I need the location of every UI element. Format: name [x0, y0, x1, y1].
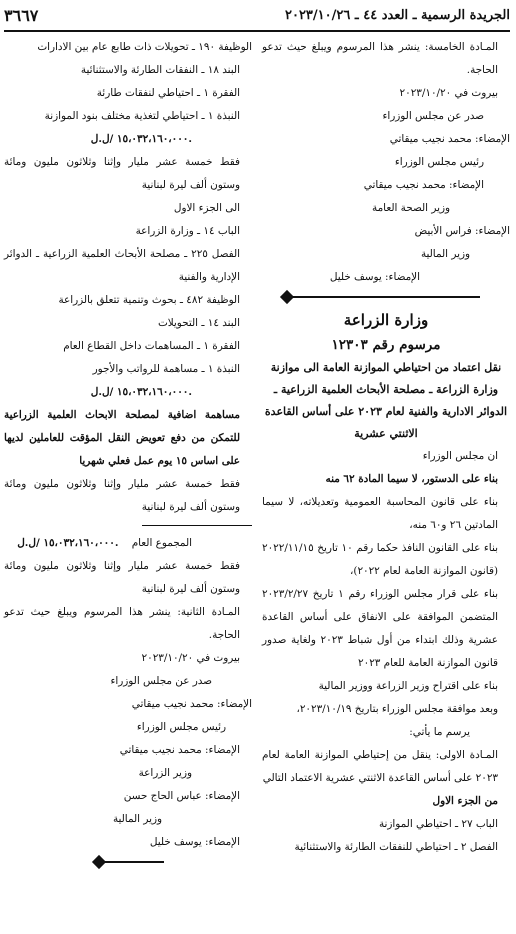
section-divider — [262, 291, 510, 303]
subsection-1b: النبذة ١ ـ مساهمة للرواتب والأجور — [92, 363, 240, 375]
chapter-14: الباب ١٤ ـ وزارة الزراعة — [135, 225, 240, 237]
grand-total — [4, 532, 252, 555]
preamble-constitution: بناء على الدستور، لا سيما المادة ٦٢ منه — [325, 473, 498, 485]
amount-1: ١٥،٠٣٢،١٦٠،٠٠٠ /ل.ل. — [90, 133, 192, 145]
signature-health: الإمضاء: فراس الأبيض — [414, 225, 510, 237]
preamble-approval: وبعد موافقة مجلس الوزراء بتاريخ ٢٠٢٣/١٠/١٩، — [296, 703, 498, 715]
agriculture-minister-title: وزير الزراعة — [138, 767, 192, 779]
article-1: المـادة الاولى: ينقل من إحتياطي الموازنة العامة لعام ٢٠٢٣ على أساس القاعدة الاثنتي عشرية الاعتماد التالي — [262, 749, 498, 784]
item-14: البند ١٤ ـ التحويلات — [157, 317, 240, 329]
signature-pm-3: الإمضاء: محمد نجيب ميقاتي — [131, 698, 252, 710]
preamble-council-decision: بناء على قرار مجلس الوزراء رقم ١ تاريخ ٢٠٢٣/٢/٢٧ المتضمن الموافقة على الانفاق على أساس القاعدة عشرية وذلك ابتداء من أول شباط ٢٠٢٣ ولغاية صدور قانون الموازنة العامة للعام ٢٠٢٣ — [262, 588, 499, 669]
signature-pm-1: الإمضاء: محمد نجيب ميقاتي — [389, 133, 510, 145]
preamble-proposal: بناء على اقتراح وزير الزراعة ووزير المالية — [318, 680, 498, 692]
signature-agriculture: الإمضاء: عباس الحاج حسن — [123, 790, 240, 802]
article-5: المـادة الخامسة: ينشر هذا المرسوم ويبلغ حيث تدعو الحاجة. — [262, 41, 498, 76]
pm-title: رئيس مجلس الوزراء — [394, 156, 484, 168]
section-225: الفصل ٢٢٥ ـ مصلحة الأبحاث العلمية الزراعية ـ الدوائر الإدارية والفنية — [4, 248, 240, 283]
health-minister-title: وزير الصحة العامة — [372, 202, 450, 214]
total-words: فقط خمسة عشر مليار وإثنا وثلاثون مليون ومائة وستون ألف ليرة لبنانية — [4, 560, 240, 595]
signature-pm-2: الإمضاء: محمد نجيب ميقاتي — [363, 179, 484, 191]
finance-minister-title: وزير المالية — [420, 248, 470, 260]
chapter-27: الباب ٢٧ ـ احتياطي الموازنة — [378, 818, 498, 830]
preamble-accounting-law: بناء على قانون المحاسبة العمومية وتعديلاته، لا سيما المادتين ٢٦ و٦٠ منه، — [262, 496, 498, 531]
to-part-1: الى الجزء الاول — [173, 202, 240, 214]
function-190: الوظيفة ١٩٠ ـ تحويلات ذات طابع عام بين الادارات — [37, 41, 252, 53]
pm-title-2: رئيس مجلس الوزراء — [136, 721, 226, 733]
page-header — [4, 4, 510, 32]
decree-number: مرسوم رقم ١٢٣٠٣ — [331, 337, 441, 353]
item-18: البند ١٨ ـ النفقات الطارئة والاستثنائية — [80, 64, 240, 76]
amount-2-words: فقط خمسة عشر مليار وإثنا وثلاثون مليون ومائة وستون ألف ليرة لبنانية — [4, 478, 240, 513]
decree-date: بيروت في ٢٠٢٣/١٠/٢٠ — [399, 87, 498, 99]
issued-by: صدر عن مجلس الوزراء — [382, 110, 484, 122]
right-column — [262, 36, 510, 859]
council-intro: ان مجلس الوزراء — [422, 450, 498, 462]
section-2: الفصل ٢ ـ احتياطي للنفقات الطارئة والاستثنائية — [294, 841, 498, 853]
decrees-statement: يرسم ما يأتي: — [409, 726, 470, 738]
contribution-note: مساهمة اضافية لمصلحة الابحاث العلمية الزراعية للتمكن من دفع تعويض النقل المؤقت للعاملين لديها على اساس ١٥ يوم عمل فعلي شهريا — [4, 409, 240, 467]
decree-subject: نقل اعتماد من احتياطي الموازنة العامة الى موازنة وزارة الزراعة ـ مصلحة الأبحاث العلمية الزراعية ـ الدوائر الادارية والفنية لعام ٢٠٢٣ على أساس القاعدة الاثنتي عشرية — [264, 361, 508, 440]
part-1-heading: من الجزء الاول — [432, 795, 498, 807]
signature-pm-4: الإمضاء: محمد نجيب ميقاتي — [119, 744, 240, 756]
grand-total-amount: ١٥،٠٣٢،١٦٠،٠٠٠ /ل.ل. — [17, 537, 119, 549]
subsection-1: النبذة ١ ـ احتياطي لتغذية مختلف بنود الموازنة — [44, 110, 240, 122]
decree-date-2: بيروت في ٢٠٢٣/١٠/٢٠ — [141, 652, 240, 664]
article-2: المـادة الثانية: ينشر هذا المرسوم ويبلغ حيث تدعو الحاجة. — [4, 606, 240, 641]
signature-finance: الإمضاء: يوسف خليل — [329, 271, 420, 283]
finance-minister-title-2: وزير المالية — [112, 813, 162, 825]
grand-total-label: المجموع العام — [131, 537, 192, 549]
function-482: الوظيفة ٤٨٢ ـ بحوث وتنمية تتعلق بالزراعة — [58, 294, 240, 306]
preamble-budget-law: بناء على القانون النافذ حكما رقم ١٠ تاريخ ٢٠٢٢/١١/١٥ (قانون الموازنة العامة لعام ٢٠٢٢)، — [262, 542, 498, 577]
signature-finance-2: الإمضاء: يوسف خليل — [149, 836, 240, 848]
total-divider — [142, 525, 252, 526]
paragraph-1: الفقرة ١ ـ احتياطي لنفقات طارئة — [96, 87, 240, 99]
ministry-heading: وزارة الزراعة — [343, 311, 429, 329]
left-column — [4, 36, 252, 870]
issued-by-2: صدر عن مجلس الوزراء — [110, 675, 212, 687]
paragraph-1b: الفقرة ١ ـ المساهمات داخل القطاع العام — [63, 340, 240, 352]
amount-2: ١٥،٠٣٢،١٦٠،٠٠٠ /ل.ل. — [90, 386, 192, 398]
gazette-title: الجريدة الرسمية ـ العدد ٤٤ ـ ٢٠٢٣/١٠/٢٦ — [284, 8, 510, 23]
end-divider — [4, 856, 252, 868]
amount-1-words: فقط خمسة عشر مليار وإثنا وثلاثون مليون ومائة وستون ألف ليرة لبنانية — [4, 156, 240, 191]
page-number: ٣٦٦٧ — [4, 6, 39, 25]
